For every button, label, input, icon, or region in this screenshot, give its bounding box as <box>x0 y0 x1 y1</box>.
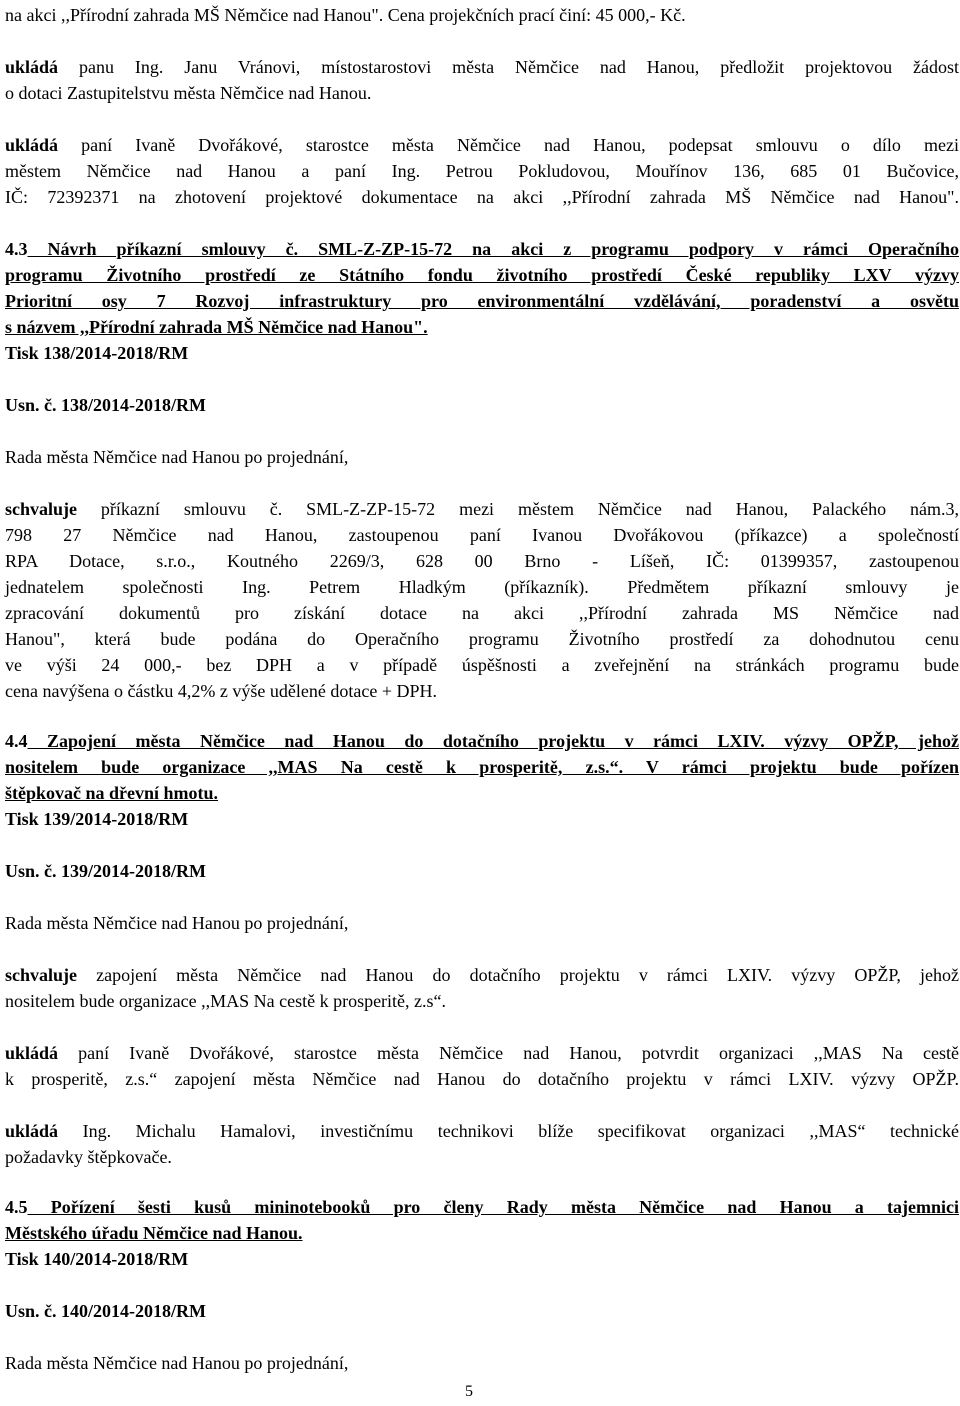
resolution-number: Usn. č. 138/2014-2018/RM <box>5 395 206 415</box>
section-heading-4-3 <box>5 236 959 366</box>
paragraph-uklada-vrana <box>5 54 959 106</box>
text-line: městem Němčice nad Hanou a paní Ing. Petrou Pokludovou, Mouřínov 136, 685 01 Bučovice, <box>5 161 959 181</box>
keyword-uklada: ukládá <box>5 1043 59 1063</box>
keyword-schvaluje: schvaluje <box>5 965 77 985</box>
tisk-number: Tisk 138/2014-2018/RM <box>5 343 189 363</box>
text-line: Ing. Michalu Hamalovi, investičnímu technikovi blíže specifikovat organizaci ,,MAS“ technické <box>58 1121 959 1141</box>
text-line: panu Ing. Janu Vránovi, místostarostovi města Němčice nad Hanou, předložit projektovou žádost <box>58 57 959 77</box>
section-title-line: štěpkovač na dřevní hmotu. <box>5 783 219 803</box>
text-line: zpracování dokumentů pro získání dotace na akci ,,Přírodní zahrada MS Němčice nad <box>5 603 959 623</box>
paragraph-uklada-specifikovat <box>5 1118 959 1170</box>
text-line: požadavky štěpkovače. <box>5 1147 172 1167</box>
section-title: Návrh příkazní smlouvy č. <box>27 239 319 259</box>
text-line: Hanou", která bude podána do Operačního programu Životního prostředí za dohodnutou cenu <box>5 629 959 649</box>
section-title: Zapojení města Němčice nad Hanou do dotačního projektu v rámci LXIV. výzvy OPŽP, jehož <box>27 731 959 751</box>
section-title-line: Prioritní osy 7 Rozvoj infrastruktury pro environmentální vzdělávání, poradenství a osvětu <box>5 291 959 311</box>
section-title-line: programu Životního prostředí ze Státního fondu životního prostředí České republiky LXV výzvy <box>5 265 959 285</box>
keyword-uklada: ukládá <box>5 57 59 77</box>
text-line: na akci ,,Přírodní zahrada MŠ Němčice nad Hanou". Cena projekčních prací činí: 45 000,- Kč. <box>5 5 686 25</box>
keyword-uklada: ukládá <box>5 1121 59 1141</box>
council-intro: Rada města Němčice nad Hanou po projednání, <box>5 447 349 467</box>
keyword-schvaluje: schvaluje <box>5 499 77 519</box>
paragraph-uklada-smlouva <box>5 132 959 210</box>
tisk-number: Tisk 140/2014-2018/RM <box>5 1249 189 1269</box>
keyword-uklada: ukládá <box>5 135 59 155</box>
section-number: 4.3 <box>5 239 28 259</box>
text-line: k prosperitě, z.s.“ zapojení města Němčice nad Hanou do dotačního projektu v rámci LXIV. výzvy OPŽP. <box>5 1069 959 1089</box>
section-title-line: nositelem bude organizace ,,MAS Na cestě k prosperitě, z.s.“. V rámci projektu bude pořízen <box>5 757 959 777</box>
tisk-number: Tisk 139/2014-2018/RM <box>5 809 189 829</box>
paragraph-uklada-potvrdit <box>5 1040 959 1092</box>
text-line: IČ: 72392371 na zhotovení projektové dokumentace na akci ,,Přírodní zahrada MŠ Němčice nad Hanou". <box>5 187 959 207</box>
text-line: 798 27 Němčice nad Hanou, zastoupenou paní Ivanou Dvořákovou (příkazce) a společností <box>5 525 959 545</box>
text-line: příkazní smlouvu č. SML-Z-ZP-15-72 mezi městem Němčice nad Hanou, Palackého nám.3, <box>77 499 959 519</box>
text-line: RPA Dotace, s.r.o., Koutného 2269/3, 628 00 Brno - Líšeň, IČ: 01399357, zastoupenou <box>5 551 959 571</box>
paragraph-schvaluje-smlouva <box>5 496 959 704</box>
paragraph-schvaluje-zapojeni <box>5 962 959 1014</box>
resolution-number: Usn. č. 140/2014-2018/RM <box>5 1301 206 1321</box>
text-line: ve výši 24 000,- bez DPH a v případě úspěšnosti a zveřejnění na stránkách programu bude <box>5 655 959 675</box>
section-number: 4.5 <box>5 1197 28 1217</box>
section-title-line: Městského úřadu Němčice nad Hanou. <box>5 1223 303 1243</box>
section-number: 4.4 <box>5 731 28 751</box>
section-title: Pořízení šesti kusů mininotebooků pro členy Rady města Němčice nad Hanou a tajemnici <box>27 1197 959 1217</box>
council-intro: Rada města Němčice nad Hanou po projednání, <box>5 1353 349 1373</box>
text-line: jednatelem společnosti Ing. Petrem Hladkým (příkazník). Předmětem příkazní smlouvy je <box>5 577 959 597</box>
section-title-cont: SML-Z-ZP-15-72 na akci z programu podpory v rámci Operačního <box>318 239 959 259</box>
text-line: nositelem bude organizace ,,MAS Na cestě k prosperitě, z.s“. <box>5 991 447 1011</box>
text-line: o dotaci Zastupitelstvu města Němčice nad Hanou. <box>5 83 372 103</box>
section-heading-4-5 <box>5 1194 959 1272</box>
text-line: cena navýšena o částku 4,2% z výše udělené dotace + DPH. <box>5 681 437 701</box>
paragraph-prior-text <box>5 2 959 28</box>
text-line: zapojení města Němčice nad Hanou do dotačního projektu v rámci LXIV. výzvy OPŽP, jehož <box>77 965 959 985</box>
section-heading-4-4 <box>5 728 959 832</box>
section-title-line: s názvem ,,Přírodní zahrada MŠ Němčice nad Hanou". <box>5 317 428 337</box>
council-intro: Rada města Němčice nad Hanou po projednání, <box>5 913 349 933</box>
resolution-number: Usn. č. 139/2014-2018/RM <box>5 861 206 881</box>
text-line: paní Ivaně Dvořákové, starostce města Němčice nad Hanou, potvrdit organizaci ,,MAS Na cestě <box>58 1043 959 1063</box>
text-line: paní Ivaně Dvořákové, starostce města Němčice nad Hanou, podepsat smlouvu o dílo mezi <box>58 135 959 155</box>
page-number: 5 <box>465 1383 473 1400</box>
